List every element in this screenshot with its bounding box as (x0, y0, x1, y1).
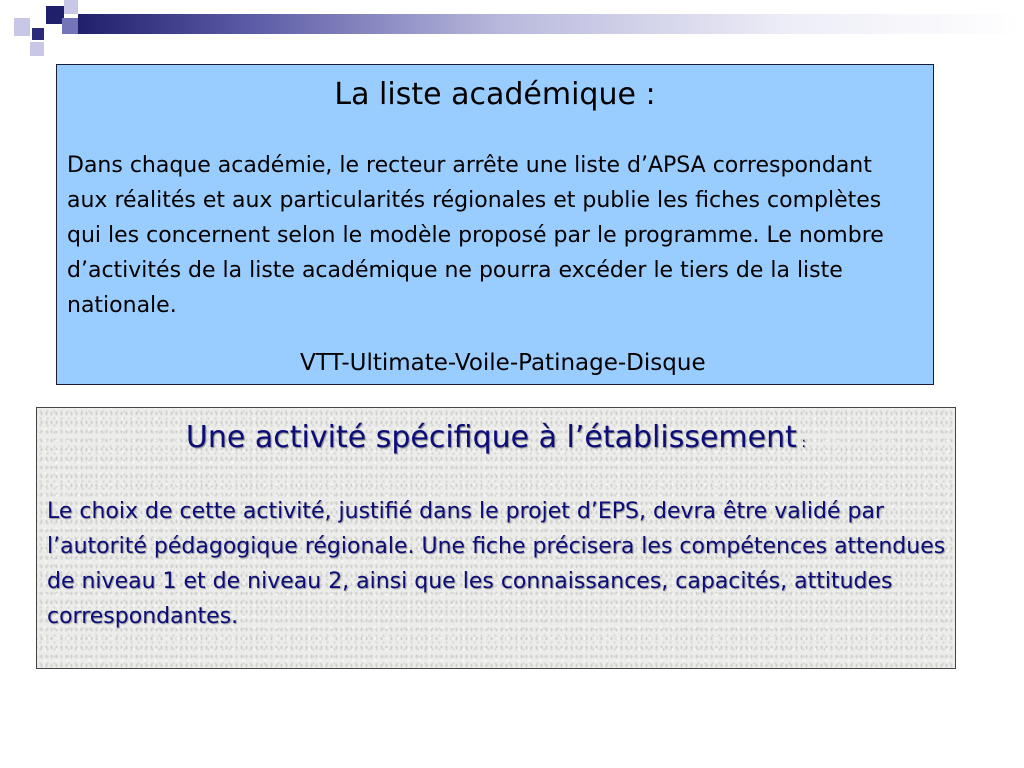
decorative-square-light-bottom (30, 42, 44, 56)
school-activity-box (36, 407, 956, 669)
school-activity-title-text: Une activité spécifique à l’établissement (185, 420, 797, 455)
school-activity-title-colon: : (796, 435, 807, 451)
academic-list-activities: VTT-Ultimate-Voile-Patinage-Disque (300, 350, 706, 376)
academic-list-title: La liste académique : (334, 77, 656, 112)
decorative-square-light (64, 0, 78, 14)
decorative-square-light-left (14, 18, 30, 36)
decorative-square-dark-left (32, 28, 44, 40)
decorative-square-mid (62, 18, 78, 34)
academic-list-box (56, 64, 934, 385)
school-activity-title (37, 420, 955, 455)
academic-list-body: Dans chaque académie, le recteur arrête une liste d’APSA correspondant aux réalités et aux particularités régionales et publie les fiches complètes qui les concernent selon le modèle proposé par le programme. Le nombre d’activités de la liste académique ne pourra excéder le tiers de la liste nationale. (67, 153, 884, 318)
school-activity-body: Le choix de cette activité, justifié dans le projet d’EPS, devra être validé par l’autorité pédagogique régionale. Une fiche précisera les compétences attendues de niveau 1 et de niveau 2, ainsi que les connaissances, capacités, attitudes correspondantes. (47, 499, 946, 629)
decorative-gradient-bar (78, 14, 1024, 34)
